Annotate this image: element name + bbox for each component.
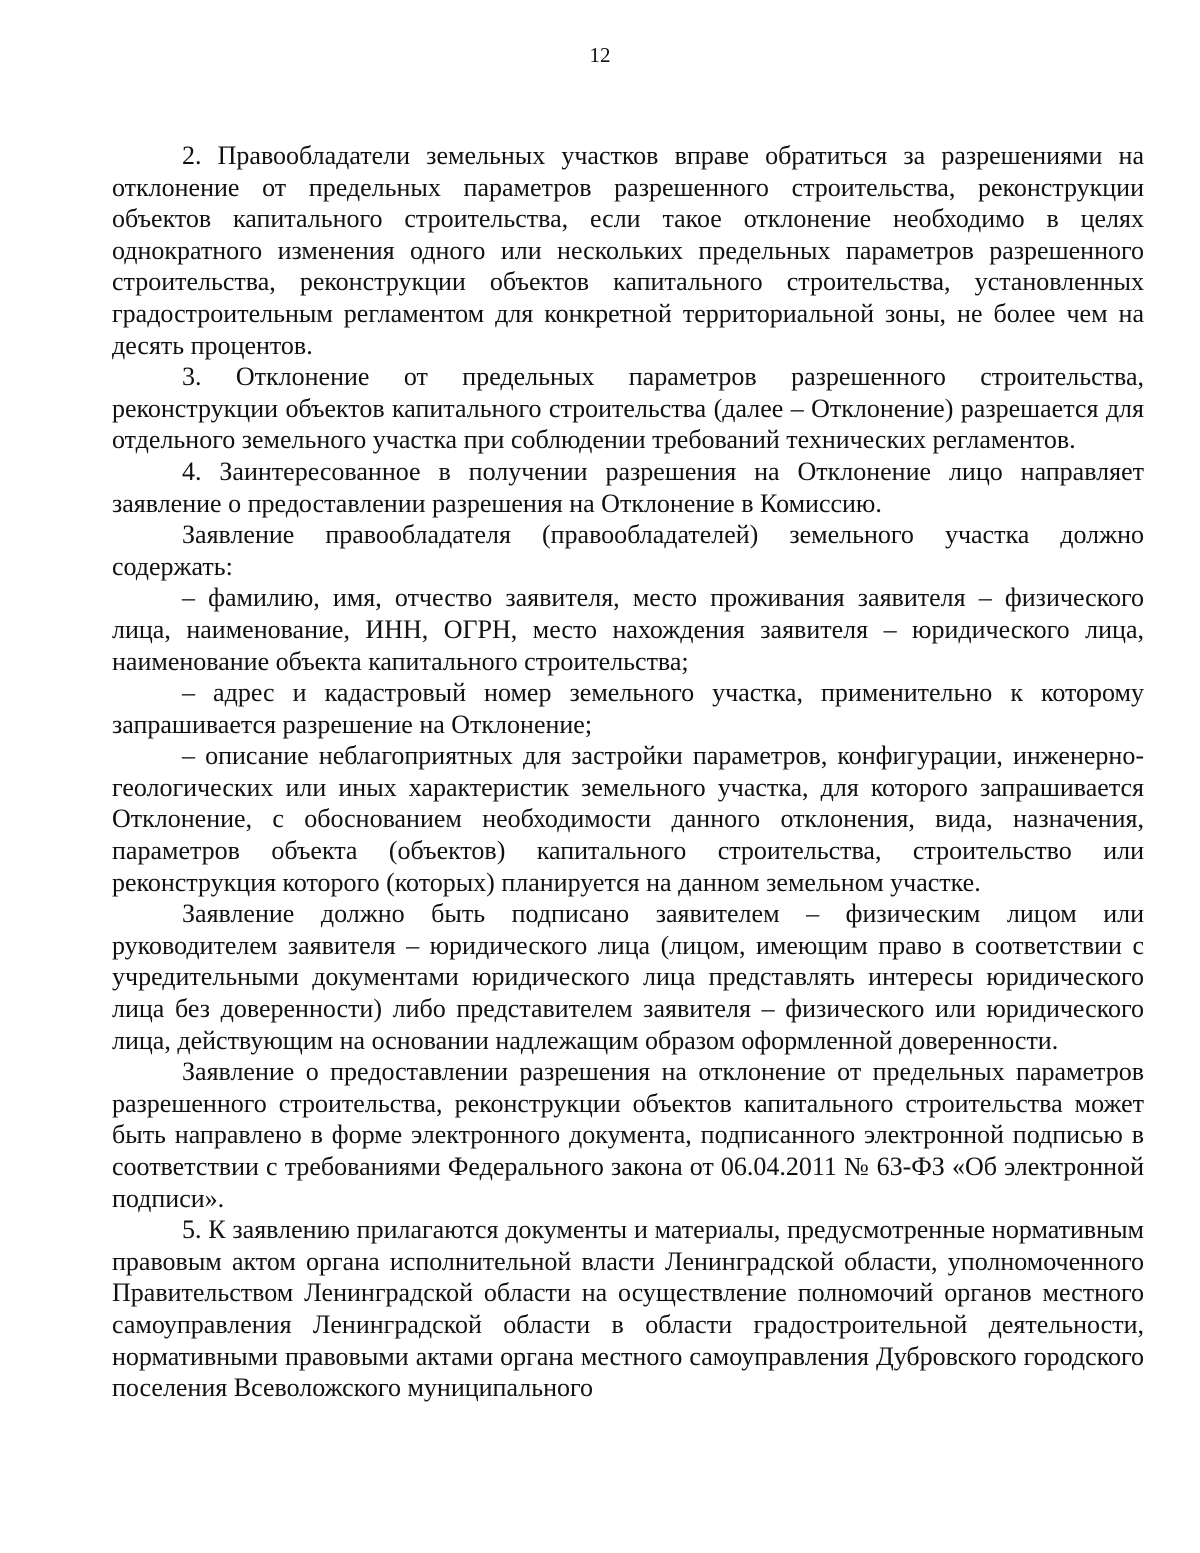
list-item-applicant-name: – фамилию, имя, отчество заявителя, место проживания заявителя – физического лица, наименование, ИНН, ОГРН, место нахождения заявителя – юридического лица, наименование объекта капитального строительства; [112,583,1144,676]
paragraph-4: 4. Заинтересованное в получении разрешения на Отклонение лицо направляет заявление о предоставлении разрешения на Отклонение в Комиссию. [112,456,1144,518]
paragraph-electronic-form: Заявление о предоставлении разрешения на отклонение от предельных параметров разрешенного строительства, реконструкции объектов капитального строительства может быть направлено в форме электронного документа, подписанного электронной подписью в соответствии с требованиями Федерального закона от 06.04.2011 № 63-ФЗ «Об электронной подписи». [112,1057,1144,1213]
list-item-description: – описание неблагоприятных для застройки параметров, конфигурации, инженерно-геологических или иных характеристик земельного участка, для которого запрашивается Отклонение, с обоснованием необходимости данного отклонения, вида, назначения, параметров объекта (объектов) капитального строительства, строительство или реконструкция которого (которых) планируется на данном земельном участке. [112,741,1144,897]
paragraph-signature: Заявление должно быть подписано заявителем – физическим лицом или руководителем заявителя – юридического лица (лицом, имеющим право в соответствии с учредительными документами юридического лица представлять интересы юридического лица без доверенности) либо представителем заявителя – физического или юридического лица, действующим на основании надлежащим образом оформленной доверенности. [112,899,1144,1055]
page-number: 12 [589,43,611,67]
list-item-address-cadastral: – адрес и кадастровый номер земельного участка, применительно к которому запрашивается разрешение на Отклонение; [112,678,1144,739]
paragraph-5: 5. К заявлению прилагаются документы и материалы, предусмотренные нормативным правовым актом органа исполнительной власти Ленинградской области, уполномоченного Правительством Ленинградской области на осуществление полномочий органов местного самоуправления Ленинградской области в области градостроительной деятельности, нормативными правовыми актами органа местного самоуправления Дубровского городского поселения Всеволожского муниципального [112,1215,1144,1403]
paragraph-2: 2. Правообладатели земельных участков вправе обратиться за разрешениями на отклонение от предельных параметров разрешенного строительства, реконструкции объектов капитального строительства, если такое отклонение необходимо в целях однократного изменения одного или нескольких предельных параметров разрешенного строительства, реконструкции объектов капитального строительства, установленных градостроительным регламентом для конкретной территориальной зоны, не более чем на десять процентов. [112,141,1144,360]
paragraph-application-content: Заявление правообладателя (правообладателей) земельного участка должно содержать: [112,520,1144,581]
document-body [112,140,1144,1404]
paragraph-3: 3. Отклонение от предельных параметров разрешенного строительства, реконструкции объектов капитального строительства (далее – Отклонение) разрешается для отдельного земельного участка при соблюдении требований технических регламентов. [112,362,1144,455]
